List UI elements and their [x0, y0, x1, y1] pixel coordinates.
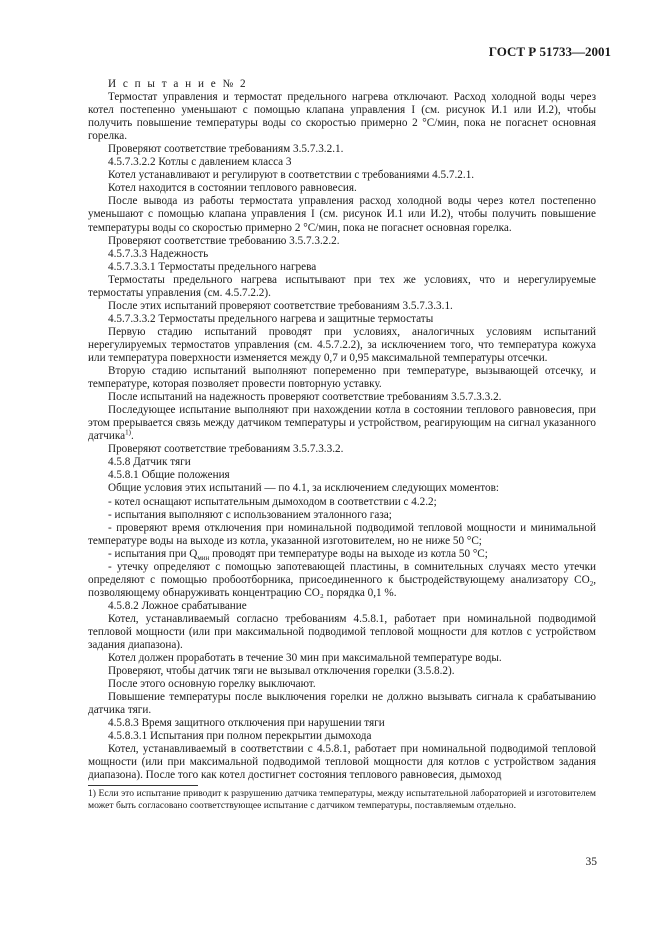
paragraph-text: После вывода из работы термостата управления расход холодной воды через котел постепенно уменьшают с помощью клапана управления I (см. рисунок И.1 или И.2), чтобы получить повышение температуры воды со скоростью примерно 2 °С/мин, пока не погаснет основная горелка.	[88, 195, 596, 234]
paragraph	[88, 469, 596, 482]
footnote-marker: 1)	[125, 428, 131, 437]
paragraph	[88, 300, 596, 313]
paragraph	[88, 456, 596, 469]
paragraph	[88, 496, 596, 509]
paragraph-text: 4.5.8.3.1 Испытания при полном перекрытии дымохода	[108, 730, 372, 743]
paragraph-text: После этих испытаний проверяют соответствие требованиям 3.5.7.3.3.1.	[108, 299, 453, 312]
paragraph	[88, 365, 596, 391]
paragraph	[88, 482, 596, 495]
paragraph	[88, 717, 596, 730]
paragraph-text: 4.5.8.1 Общие положения	[108, 469, 230, 482]
paragraph	[88, 730, 596, 743]
paragraph-text: Проверяют соответствие требованию 3.5.7.3.2.2.	[108, 234, 340, 247]
paragraph	[88, 235, 596, 248]
paragraph	[88, 391, 596, 404]
paragraph-text: Проверяют соответствие требованиям 3.5.7.3.2.1.	[108, 143, 344, 156]
paragraph-text: - испытания при Q	[108, 547, 198, 560]
footnote-separator	[88, 785, 198, 786]
paragraph-text-tail: проводят при температуре воды на выходе из котла 50 °С;	[209, 547, 488, 560]
paragraph	[88, 691, 596, 717]
footnote: 1) Если это испытание приводит к разрушению датчика температуры, между испытательной лабораторией и изготовителем может быть согласовано соответствующее испытание с датчиком температуры, поставляемым отдельно.	[88, 788, 596, 811]
paragraph	[88, 182, 596, 195]
paragraph-text: После испытаний на надежность проверяют соответствие требованиям 3.5.7.3.3.2.	[108, 391, 502, 404]
page-number: 35	[585, 856, 597, 868]
paragraph	[88, 548, 596, 561]
paragraph-text: 4.5.8.3 Время защитного отключения при нарушении тяги	[108, 717, 385, 730]
paragraph-text: Котел устанавливают и регулируют в соответствии с требованиями 4.5.7.2.1.	[108, 169, 475, 182]
paragraph	[88, 274, 596, 300]
paragraph-text: 4.5.8 Датчик тяги	[108, 456, 191, 469]
paragraph-text: После этого основную горелку выключают.	[108, 678, 316, 691]
paragraph	[88, 743, 596, 782]
paragraph-text: Проверяют соответствие требованиям 3.5.7.3.3.2.	[108, 443, 344, 456]
paragraph	[88, 169, 596, 182]
paragraph-text-tail: .	[130, 430, 134, 443]
paragraph	[88, 313, 596, 326]
paragraph-text: Проверяют, чтобы датчик тяги не вызывал отключения горелки (3.5.8.2).	[108, 665, 455, 678]
paragraph	[88, 678, 596, 691]
paragraph-text: И с п ы т а н и е № 2	[108, 78, 248, 90]
paragraph-text: 4.5.7.3.3.2 Термостаты предельного нагрева и защитные термостаты	[108, 312, 434, 325]
document-id: ГОСТ Р 51733—2001	[488, 44, 611, 59]
paragraph	[88, 326, 596, 365]
paragraph-text: 4.5.7.3.2.2 Котлы с давлением класса 3	[108, 156, 292, 169]
paragraph-text: Общие условия этих испытаний — по 4.1, за исключением следующих моментов:	[108, 482, 500, 495]
paragraph-text: Термостат управления и термостат предельного нагрева отключают. Расход холодной воды через котел постепенно уменьшают с помощью клапана управления I (см. рисунок И.1 или И.2), чтобы получить повышение температуры воды со скоростью примерно 2 °С/мин, пока не погаснет основная горелка.	[88, 91, 596, 143]
paragraph-text: 4.5.7.3.3 Надежность	[108, 247, 209, 260]
paragraph	[88, 195, 596, 234]
paragraph	[88, 156, 596, 169]
paragraph	[88, 78, 596, 91]
paragraph-text: - котел оснащают испытательным дымоходом в соответствии с 4.2.2;	[108, 495, 437, 508]
paragraph-text: Котел, устанавливаемый в соответствии с 4.5.8.1, работает при номинальной подводимой тепловой мощности (или при максимальной подводимой тепловой мощности для котлов с устройством задания диапазона). После того как котел достигнет состояния теплового равновесия, дымоход	[88, 743, 596, 782]
paragraph-text: Повышение температуры после выключения горелки не должно вызывать сигнала к срабатыванию датчика тяги.	[88, 691, 596, 717]
paragraph-text: Последующее испытание выполняют при нахождении котла в состоянии теплового равновесия, при этом прерывается связь между датчиком температуры и устройством, реагирующим на сигнал указанного датчика	[88, 404, 596, 443]
paragraph	[88, 652, 596, 665]
paragraph	[88, 665, 596, 678]
paragraph-text: Котел находится в состоянии теплового равновесия.	[108, 182, 357, 195]
paragraph	[88, 261, 596, 274]
paragraph	[88, 509, 596, 522]
document-body	[88, 78, 596, 783]
paragraph-text: Котел, устанавливаемый согласно требованиям 4.5.8.1, работает при номинальной подводимой тепловой мощности (или при максимальной подводимой тепловой мощности для котлов с устройством задания диапазона).	[88, 612, 596, 652]
paragraph	[88, 143, 596, 156]
paragraph	[88, 91, 596, 143]
paragraph	[88, 600, 596, 613]
subscript: мин	[197, 553, 210, 562]
paragraph-text: - утечку определяют с помощью запотевающей пластины, в сомнительных случаях место утечки определяют с помощью пробоотборника, присоединенного к быстродействующему анализатору CO	[88, 560, 596, 586]
paragraph-text: Котел должен проработать в течение 30 мин при максимальной температуре воды.	[108, 652, 502, 665]
paragraph-text: Термостаты предельного нагрева испытывают при тех же условиях, что и нерегулируемые термостаты управления (см. 4.5.7.2.2).	[88, 273, 596, 299]
paragraph	[88, 561, 596, 600]
paragraph-text: 4.5.8.2 Ложное срабатывание	[108, 599, 247, 612]
paragraph	[88, 522, 596, 548]
paragraph-text: Вторую стадию испытаний выполняют попеременно при температуре, вызывающей отсечку, и температуре, которая позволяет провести повторную уставку.	[88, 365, 596, 391]
subscript: 2	[589, 580, 594, 589]
paragraph-text: - проверяют время отключения при номинальной подводимой тепловой мощности и минимальной температуре воды на выходе из котла, указанной изготовителем, но не ниже 50 °С;	[88, 521, 596, 547]
paragraph	[88, 404, 596, 443]
paragraph-text: 4.5.7.3.3.1 Термостаты предельного нагрева	[108, 260, 317, 273]
paragraph	[88, 248, 596, 261]
paragraph	[88, 613, 596, 652]
paragraph-text: Первую стадию испытаний проводят при условиях, аналогичных условиям испытаний нерегулируемых термостатов управления (см. 4.5.7.2.2), за исключением того, что температура кожуха или температура поверхности изменяется между 0,7 и 0,95 максимальной температуры отсечки.	[88, 325, 596, 364]
paragraph	[88, 443, 596, 456]
paragraph-text: - испытания выполняют с использованием эталонного газа;	[108, 508, 392, 521]
paragraph-text-tail: , позволяющему обнаруживать концентрацию CO₂ порядка 0,1 %.	[88, 573, 596, 599]
